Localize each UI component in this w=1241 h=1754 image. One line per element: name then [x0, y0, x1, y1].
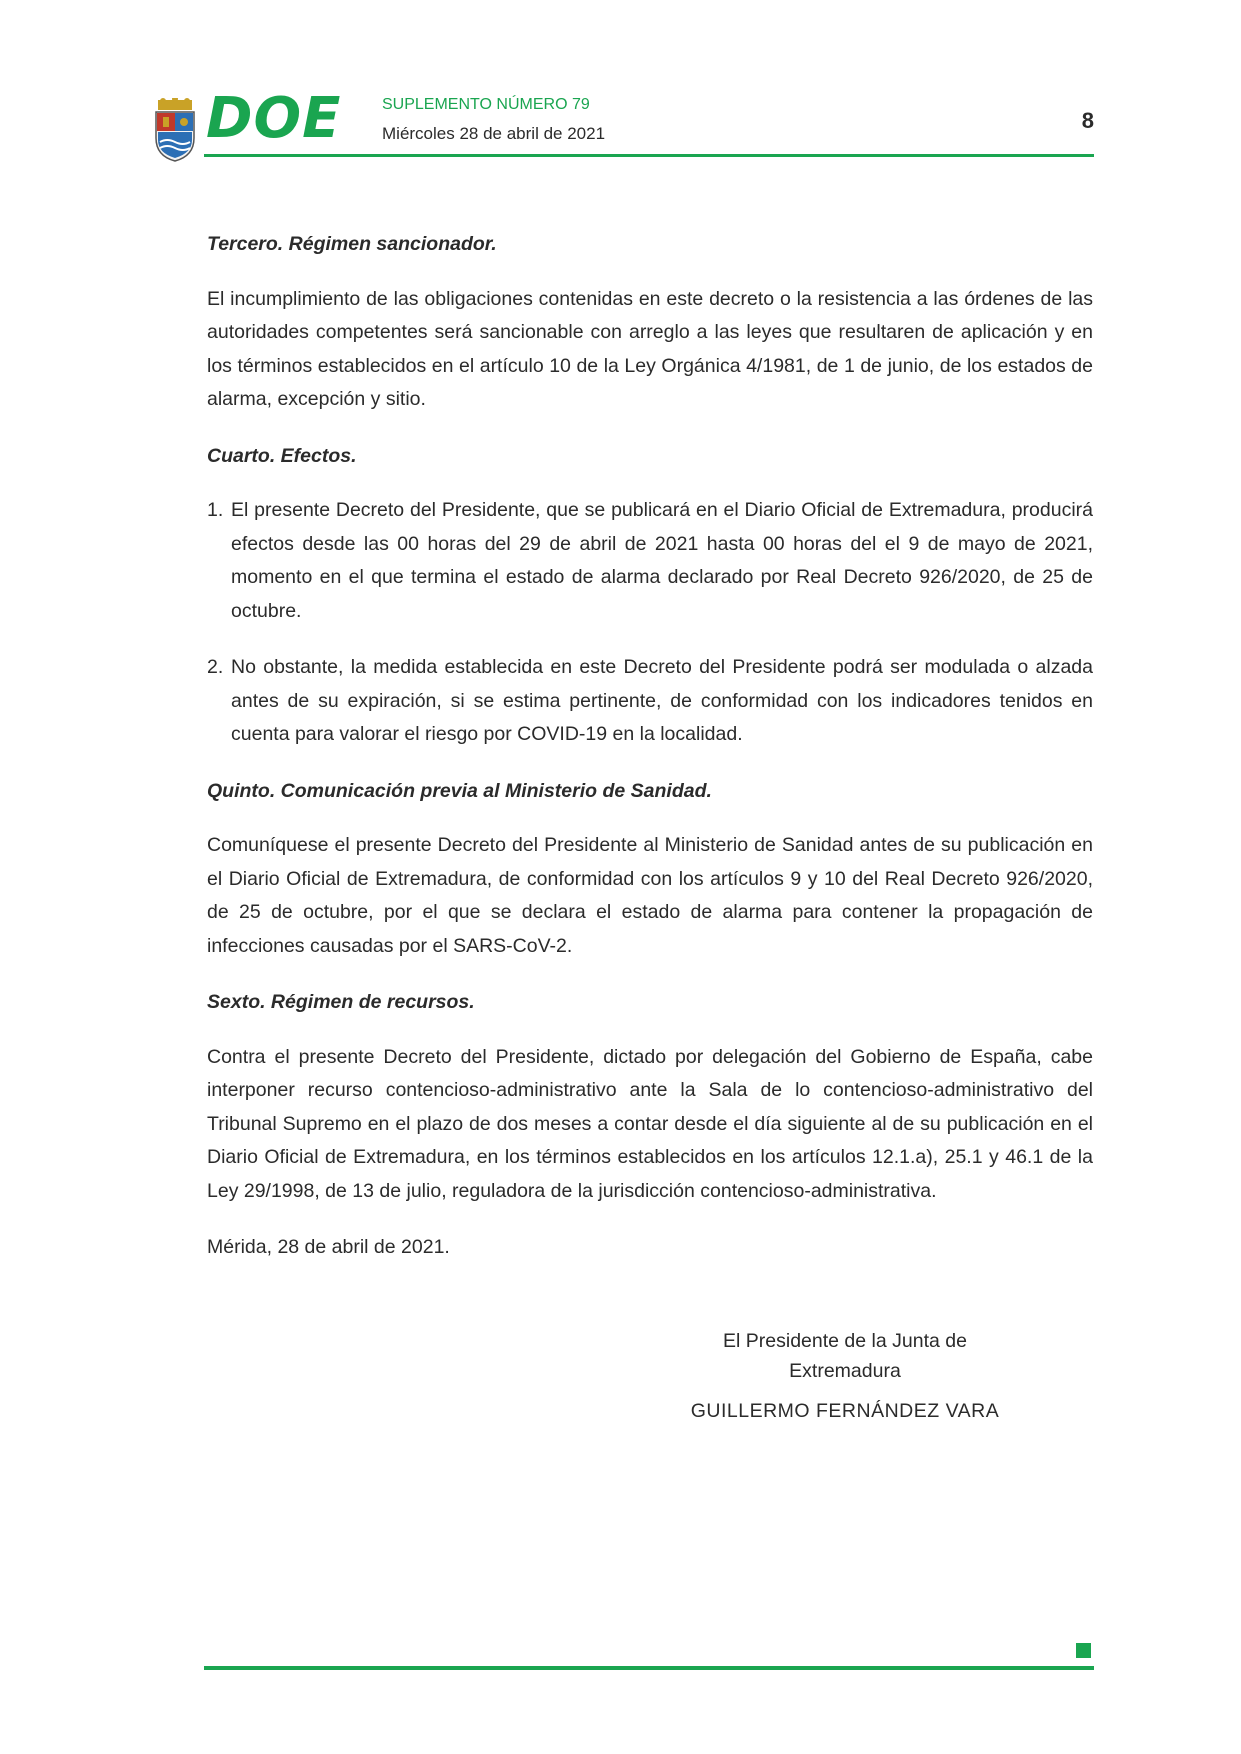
footer-square-icon [1076, 1643, 1091, 1658]
section-text-quinto: Comuníquese el presente Decreto del Presidente al Ministerio de Sanidad antes de su publicación en el Diario Oficial de Extremadura, de conformidad con los artículos 9 y 10 del Real Decreto 926/2020, de 25 de octubre, por el que se declara el estado de alarma para contener la propagación de infecciones causadas por el SARS-CoV-2. [207, 834, 1093, 957]
list-item-number: 2. [207, 656, 224, 678]
supplement-number: SUPLEMENTO NÚMERO 79 [382, 96, 590, 113]
section-text-tercero: El incumplimiento de las obligaciones contenidas en este decreto o la resistencia a las órdenes de las autoridades competentes será sancionable con arreglo a las leyes que resultaren de aplicación y en los términos establecidos en el artículo 10 de la Ley Orgánica 4/1981, de 1 de junio, de los estados de alarma, excepción y sitio. [207, 287, 1093, 410]
page-header [152, 86, 1094, 162]
coat-of-arms-icon [152, 98, 198, 162]
section-heading-sexto: Sexto. Régimen de recursos. [207, 991, 475, 1013]
list-item [207, 651, 1093, 752]
signatory-name: GUILLERMO FERNÁNDEZ VARA [690, 1400, 1000, 1422]
place-and-date: Mérida, 28 de abril de 2021. [207, 1236, 450, 1258]
header-divider [204, 154, 1094, 157]
signatory-title-line1: El Presidente de la Junta de [723, 1330, 967, 1352]
section-heading-quinto: Quinto. Comunicación previa al Ministerio de Sanidad. [207, 779, 712, 802]
publication-date: Miércoles 28 de abril de 2021 [382, 124, 606, 143]
doe-logo: DOE [206, 86, 342, 151]
list-item-text: El presente Decreto del Presidente, que se publicará en el Diario Oficial de Extremadura, producirá efectos desde las 00 horas del 29 de abril de 2021 hasta 00 horas del el 9 de mayo de 2021, momento en el que termina el estado de alarma declarado por Real Decreto 926/2020, de 25 de octubre. [231, 499, 1093, 622]
footer-divider [204, 1666, 1094, 1670]
section-heading-cuarto: Cuarto. Efectos. [207, 444, 357, 467]
signature-block [660, 1326, 1030, 1426]
list-item-text: No obstante, la medida establecida en este Decreto del Presidente podrá ser modulada o alzada antes de su expiración, si se estima pertinente, de conformidad con los indicadores tenidos en cuenta para valorar el riesgo por COVID-19 en la localidad. [231, 656, 1093, 745]
section-heading-tercero: Tercero. Régimen sancionador. [207, 233, 497, 255]
list-item-number: 1. [207, 499, 224, 521]
list-item [207, 494, 1093, 628]
page-number: 8 [1081, 108, 1094, 133]
signatory-title-line2: Extremadura [789, 1360, 901, 1382]
section-text-sexto: Contra el presente Decreto del Presidente, dictado por delegación del Gobierno de España, cabe interponer recurso contencioso-administrativo ante la Sala de lo contencioso-administrativo del Tribunal Supremo en el plazo de dos meses a contar desde el día siguiente al de su publicación en el Diario Oficial de Extremadura, en los términos establecidos en los artículos 12.1.a), 25.1 y 46.1 de la Ley 29/1998, de 13 de julio, reguladora de la jurisdicción contencioso-administrativa. [207, 1045, 1093, 1202]
document-body [207, 228, 1093, 1288]
